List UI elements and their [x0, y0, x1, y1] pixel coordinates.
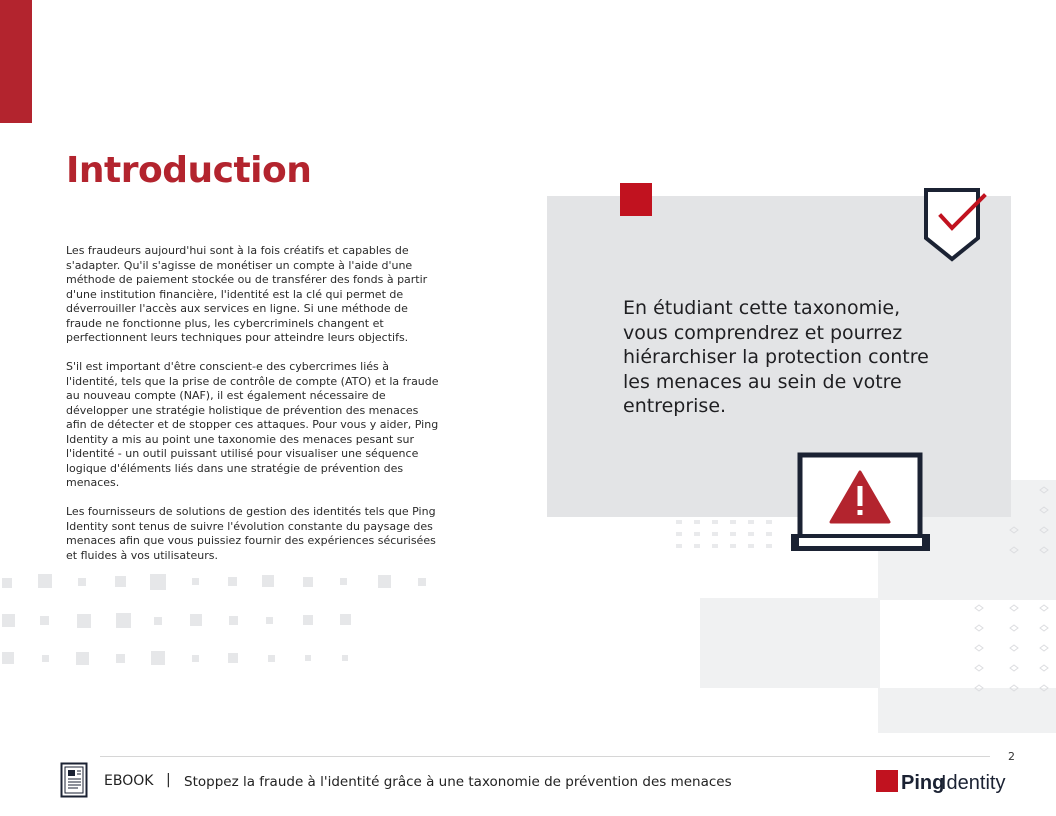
ping-identity-logo — [876, 768, 1018, 794]
paragraph-2: S'il est important d'être conscient-e des cybercrimes liés à l'identité, tels que la prise de contrôle de compte (ATO) et la fraude au nouveau compte (NAF), il est également nécessaire de développer une stratégie holistique de prévention des menaces afin de détecter et de stopper ces attaques. Pour vous y aider, Ping Identity a mis au point une taxonomie des menaces pesant sur l'identité - un outil puissant utilisé pour visualiser une séquence logique d'éléments liés dans une stratégie de prévention des menaces. — [66, 360, 439, 489]
body-text — [66, 244, 442, 578]
footer-title: Stoppez la fraude à l'identité grâce à une taxonomie de prévention des menaces — [184, 774, 732, 790]
document-icon — [60, 762, 88, 798]
callout-red-square — [620, 183, 652, 216]
paragraph-1: Les fraudeurs aujourd'hui sont à la fois créatifs et capables de s'adapter. Qu'il s'agisse de monétiser un compte à l'aide d'une méthode de paiement stockée ou de transférer des fonds à partir d'une institution financière, l'identité est la clé qui permet de déverrouiller l'accès aux services en ligne. Si une méthode de fraude ne fonctionne plus, les cybercriminels changent et perfectionnent leurs techniques pour atteindre leurs objectifs. — [66, 244, 428, 344]
footer-divider — [100, 756, 990, 757]
footer-label: EBOOK — [104, 773, 154, 789]
shield-check-icon — [918, 186, 988, 264]
page-title: Introduction — [66, 150, 312, 191]
svg-text:Ping: Ping — [901, 772, 945, 794]
laptop-warning-icon — [788, 452, 934, 556]
svg-text:Identity: Identity — [941, 772, 1006, 794]
footer-separator: | — [166, 772, 171, 788]
callout-quote: En étudiant cette taxonomie, vous comprendrez et pourrez hiérarchiser la protection contre les menaces au sein de votre entreprise. — [623, 297, 929, 417]
paragraph-3: Les fournisseurs de solutions de gestion des identités tels que Ping Identity sont tenus de suivre l'évolution constante du paysage des menaces afin que vous puissiez fournir des expériences sécurisées et fluides à vos utilisateurs. — [66, 505, 436, 562]
page-number: 2 — [1008, 750, 1015, 763]
